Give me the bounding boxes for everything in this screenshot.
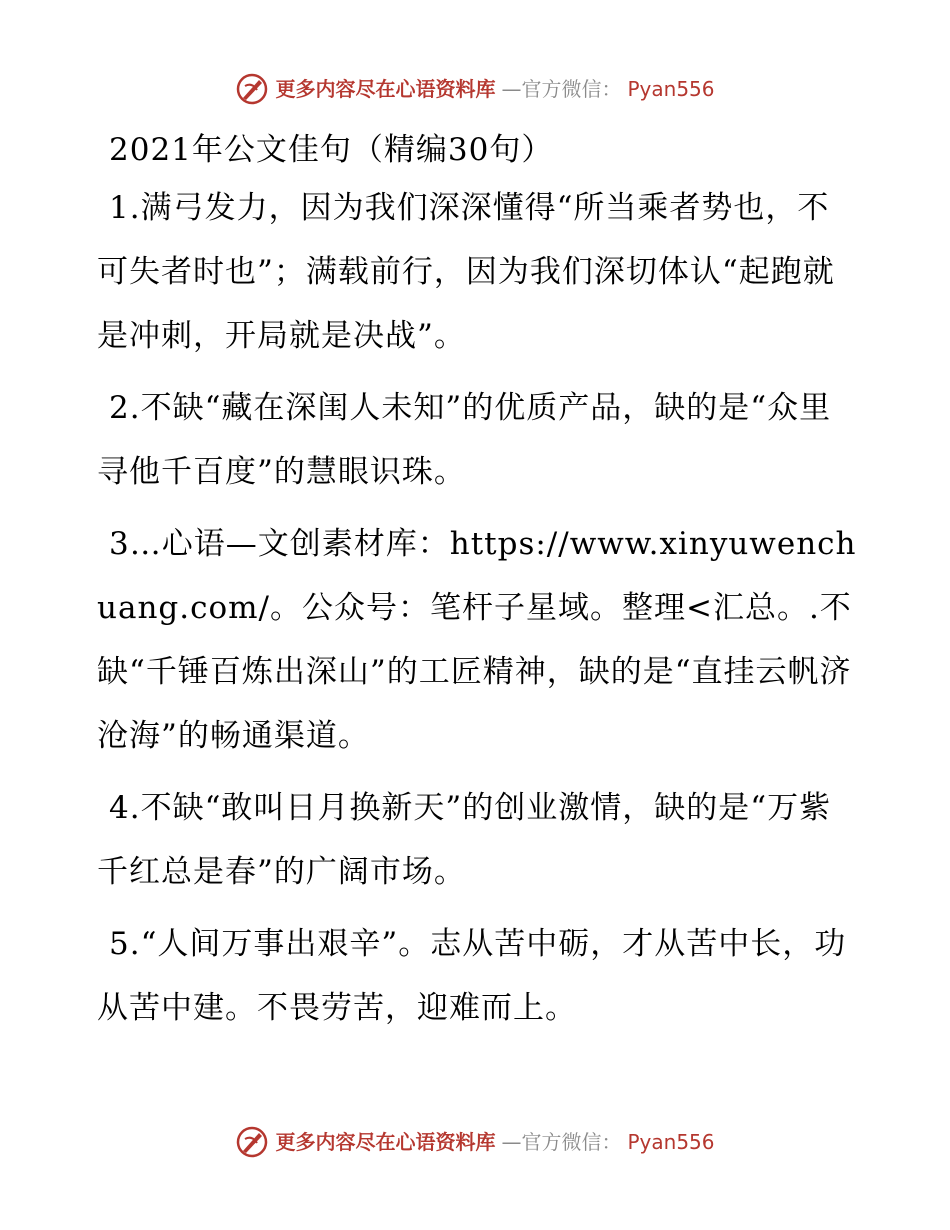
paragraph-2: 2.不缺“藏在深闺人未知”的优质产品，缺的是“众里寻他千百度”的慧眼识珠。 [97, 390, 832, 490]
watermark-sub-text: —官方微信： [501, 77, 622, 101]
watermark-main-text: 更多内容尽在心语资料库 [275, 1130, 496, 1154]
footer-watermark [0, 1125, 950, 1159]
paragraph-1: 1.满弓发力，因为我们深深懂得“所当乘者势也，不可失者时也”；满载前行，因为我们深切体认“起跑就是冲刺，开局就是决战”。 [97, 190, 835, 354]
paragraph-3: 3…心语—文创素材库：https://www.xinyuwenchuang.com/。公众号：笔杆子星域。整理<汇总。.不缺“千锤百炼出深山”的工匠精神，缺的是“直挂云帆济沧海”的畅通渠道。 [97, 526, 857, 754]
watermark-wechat-id: Pyan556 [627, 1130, 715, 1154]
watermark-main-text: 更多内容尽在心语资料库 [275, 77, 496, 101]
document-body [97, 126, 857, 1048]
quill-seal-icon [235, 1125, 269, 1159]
header-watermark [0, 72, 950, 106]
watermark-sub-text: —官方微信： [501, 1130, 622, 1154]
paragraph-4: 4.不缺“敢叫日月换新天”的创业激情，缺的是“万紫千红总是春”的广阔市场。 [97, 790, 832, 890]
quill-seal-icon [235, 72, 269, 106]
paragraph-5: 5.“人间万事出艰辛”。志从苦中砺，才从苦中长，功从苦中建。不畏劳苦，迎难而上。 [97, 926, 847, 1026]
document-title: 2021年公文佳句（精编30句） [109, 132, 554, 168]
watermark-wechat-id: Pyan556 [627, 77, 715, 101]
